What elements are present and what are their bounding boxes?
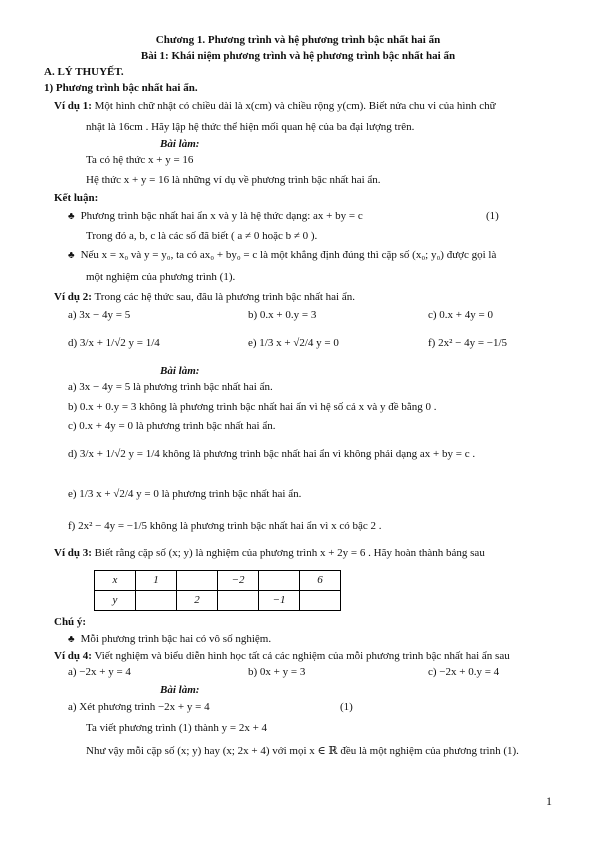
table-cell: x [95, 571, 136, 591]
conclusion-bullet2 [68, 249, 496, 262]
vd2-answer-a: a) 3x − 4y = 5 là phương trình bậc nhất hai ẩn. [68, 381, 273, 393]
vd1-answer1: Ta có hệ thức x + y = 16 [86, 154, 194, 166]
table-cell [177, 571, 218, 591]
note-b1-text: Mỗi phương trình bậc hai có vô số nghiệm. [80, 633, 272, 645]
vd1-bai-lam: Bài làm: [160, 138, 200, 150]
conclusion-bullet1 [68, 210, 363, 223]
vd1-line2: nhật là 16cm . Hãy lập hệ thức thể hiện mối quan hệ của ba đại lượng trên. [86, 121, 415, 133]
table-cell [218, 591, 259, 611]
conclusion-b1-text: Phương trình bậc nhất hai ẩn x và y là hệ thức dạng: ax + by = c [80, 210, 363, 222]
table-row-y [95, 591, 341, 611]
vd3-text: Biết rằng cặp số (x; y) là nghiệm của phương trình x + 2y = 6 . Hãy hoàn thành bảng sau [94, 547, 485, 559]
vd4-answer-a2: Ta viết phương trình (1) thành y = 2x + 4 [86, 722, 268, 734]
solution-table [94, 570, 341, 611]
vd1-answer2: Hệ thức x + y = 16 là những ví dụ về phương trình bậc nhất hai ẩn. [86, 174, 381, 186]
vd2-option-b: b) 0.x + 0.y = 3 [248, 309, 317, 321]
table-cell: y [95, 591, 136, 611]
conclusion-b2-text: Nếu x = x₀ và y = y₀, ta có ax₀ + by₀ = c là một khẳng định đúng thì cặp số (x₀; y₀) được gọi là [80, 249, 497, 261]
vd4-option-c: c) −2x + 0.y = 4 [428, 666, 500, 678]
vd3-label: Ví dụ 3: [54, 547, 92, 559]
vd2-option-a: a) 3x − 4y = 5 [68, 309, 131, 321]
table-cell: 6 [300, 571, 341, 591]
table-cell [136, 591, 177, 611]
vd4-answer-a3: Như vậy mỗi cặp số (x; y) hay (x; 2x + 4) với mọi x ∈ ℝ đều là một nghiệm của phương trình (1). [86, 745, 519, 757]
vd2-answer-e: e) 1/3 x + √2/4 y = 0 là phương trình bậc nhất hai ẩn. [68, 488, 302, 500]
vd3-line [54, 547, 485, 560]
chapter-title: Chương 1. Phương trình và hệ phương trình bậc nhất hai ẩn [155, 34, 441, 46]
vd2-answer-f: f) 2x² − 4y = −1/5 không là phương trình bậc nhất hai ẩn vì x có bậc 2 . [68, 520, 382, 532]
table-row-x [95, 571, 341, 591]
vd2-line [54, 291, 355, 304]
club-bullet-icon: ♣ [68, 634, 75, 645]
table-cell [259, 571, 300, 591]
vd2-option-c: c) 0.x + 4y = 0 [428, 309, 493, 321]
vd1-line1 [54, 100, 496, 113]
conclusion-heading: Kết luận: [54, 192, 99, 204]
vd4-label: Ví dụ 4: [54, 650, 92, 662]
vd2-option-e: e) 1/3 x + √2/4 y = 0 [248, 337, 339, 349]
equation-number: (1) [486, 210, 499, 222]
vd2-text: Trong các hệ thức sau, đâu là phương trình bậc nhất hai ẩn. [94, 291, 355, 303]
conclusion-b2-cont: một nghiệm của phương trình (1). [86, 271, 236, 283]
vd2-answer-c: c) 0.x + 4y = 0 là phương trình bậc nhất hai ẩn. [68, 420, 276, 432]
vd2-answer-b: b) 0.x + 0.y = 3 không là phương trình bậc nhất hai ẩn vì hệ số cả x và y đề bằng 0 . [68, 401, 437, 413]
page-number: 1 [546, 794, 552, 808]
vd2-label: Ví dụ 2: [54, 291, 92, 303]
vd1-text1: Một hình chữ nhật có chiều dài là x(cm) và chiều rộng y(cm). Biết nửa chu vi của hình chữ [94, 100, 496, 112]
vd4-line [54, 650, 510, 663]
section-theory: A. LÝ THUYẾT. [44, 66, 124, 78]
section-1-heading: 1) Phương trình bậc nhất hai ẩn. [44, 82, 198, 94]
conclusion-b1-sub: Trong đó a, b, c là các số đã biết ( a ≠ 0 hoặc b ≠ 0 ). [86, 230, 318, 242]
vd4-option-b: b) 0x + y = 3 [248, 666, 306, 678]
table-cell: −2 [218, 571, 259, 591]
lesson-title: Bài 1: Khái niệm phương trình và hệ phương trình bậc nhất hai ẩn [140, 50, 456, 62]
club-bullet-icon: ♣ [68, 250, 75, 261]
vd4-answer-a: a) Xét phương trình −2x + y = 4 [68, 701, 210, 713]
vd2-answer-d: d) 3/x + 1/√2 y = 1/4 không là phương trình bậc nhất hai ẩn vì không phải dạng ax + by = c . [68, 448, 476, 460]
vd4-equation-number: (1) [340, 701, 353, 713]
vd2-option-d: d) 3/x + 1/√2 y = 1/4 [68, 337, 160, 349]
table-cell [300, 591, 341, 611]
vd4-bai-lam: Bài làm: [160, 684, 200, 696]
club-bullet-icon: ♣ [68, 211, 75, 222]
vd2-bai-lam: Bài làm: [160, 365, 200, 377]
table-cell: −1 [259, 591, 300, 611]
vd2-option-f: f) 2x² − 4y = −1/5 [428, 337, 508, 349]
table-cell: 1 [136, 571, 177, 591]
vd4-text: Viết nghiệm và biểu diễn hình học tất cả các nghiệm của mỗi phương trình bậc nhất hai ẩn sau [94, 650, 510, 662]
table-cell: 2 [177, 591, 218, 611]
note-bullet1 [68, 633, 271, 646]
vd4-option-a: a) −2x + y = 4 [68, 666, 131, 678]
vd1-label: Ví dụ 1: [54, 100, 92, 112]
note-heading: Chú ý: [54, 616, 87, 628]
